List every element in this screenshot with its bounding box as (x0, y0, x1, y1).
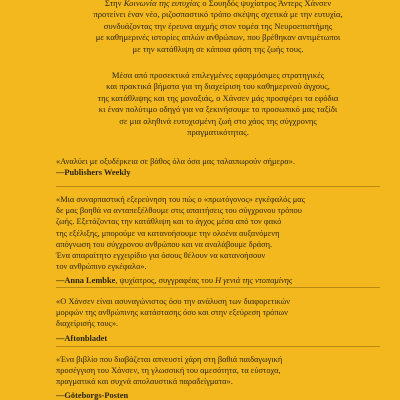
review-quote-line: προσέγγιση του Χάνσεν, τη γλωσσική του αμεσότητα, τα εύστοχα, (56, 366, 281, 376)
review-quote-line: «Ο Χάνσεν είναι ασυναγώνιστος όσο την ανάλυση των διαφορετικών (56, 297, 291, 306)
review-source: —Anna Lembke, ψυχίατρος, συγγραφέας του Η γενιά της ντοπαμίνης (56, 276, 293, 286)
review-3 (56, 296, 380, 344)
intro-line: με την κατάθλιψη σε κάποια φάση της ζωής τους. (132, 43, 304, 54)
review-quote-line: διαχείρισής τους». (56, 319, 119, 329)
divider (56, 346, 380, 347)
review-quote-line: «Μια συναρπαστική εξερεύνηση του πώς ο «πρωτόγονος» εγκέφαλός μας (56, 195, 305, 204)
review-quote-line: απόγνωση του σύγχρονου ανθρώπου και να αναλάβουμε δράση. (56, 239, 273, 249)
intro-paragraph (56, 0, 380, 55)
intro-line: με καθημερινές ιστορίες απλών ανθρώπων, που βρέθηκαν αντιμέτωποι (95, 32, 341, 43)
review-quote-line: δε μας βοηθά να ανταπεξέλθουμε στις απαιτήσεις του σύγχρονου τρόπου (56, 206, 302, 216)
intro2-line: σε μια αληθινά ευτυχισμένη ζωή στο χάος της σύγχρονης (119, 115, 317, 126)
intro-line: συνδυάζοντας την έρευνα αιχμής στον τομέα της Νευροεπιστήμης (103, 20, 333, 31)
review-quote-line: «Ένα βιβλίο που διαβάζεται απνευστί χάρη στη βαθιά παιδαγωγική (56, 355, 283, 364)
review-quote-line: Ένα απαραίτητο εγχειρίδιο για όσους θέλουν να κατανοήσουν (56, 251, 266, 261)
intro-paragraph-2 (56, 70, 380, 138)
review-1 (56, 156, 380, 178)
review-4 (56, 354, 380, 400)
review-source: —Publishers Weekly (56, 168, 131, 178)
divider (56, 287, 380, 288)
review-source: —Aftonbladet (56, 333, 108, 343)
intro-line: Στην Κοινωνία της ευτυχίας ο Σουηδός ψυχίατρος Άντερς Χάνσεν (104, 0, 332, 8)
review-quote-line: τον ανθρώπινο εγκέφαλο». (56, 262, 147, 272)
review-quote-line: ζωής. Εξετάζοντας την κατάθλιψη και το άγχος μέσα από τον φακό (56, 217, 282, 227)
intro2-line: Μέσα από προσεκτικά επιλεγμένες εφαρμόσιμες στρατηγικές (111, 70, 325, 80)
review-quote-line: πραγματικά και συχνά απολαυστικά παραδείγματα». (56, 377, 233, 387)
intro2-line: και πρακτικά βήματα για τη διαχείριση του καθημερινού άγχους, (106, 81, 330, 92)
review-2 (56, 194, 380, 287)
intro2-line: της κατάθλιψης και της μοναξιάς, ο Χάνσεν μάς προσφέρει τα εφόδια (97, 92, 339, 103)
intro2-line: πραγματικότητας. (187, 127, 249, 138)
review-source: —Göteborgs-Posten (56, 390, 129, 400)
intro-line: προτείνει έναν νέο, ριζοσπαστικό τρόπο σκέψης σχετικά με την ευτυχία, (93, 9, 343, 20)
intro2-line: κι έναν πολύτιμο οδηγό για να ξεκινήσουμε το προσωπικό μας ταξίδι (98, 104, 338, 115)
divider (56, 186, 380, 187)
review-quote-line: της εξέλιξης, μπορούμε να κατανοήσουμε την ολοένα αυξανόμενη (56, 228, 280, 238)
review-quote: «Αναλύει με οξυδέρκεια σε βάθος όλα όσα μας ταλαιπωρούν σήμερα». (56, 157, 295, 166)
review-quote-line: μορφών της ανθρώπινης κατάστασης όσο και στην εξεύρεση τρόπων (56, 308, 288, 318)
